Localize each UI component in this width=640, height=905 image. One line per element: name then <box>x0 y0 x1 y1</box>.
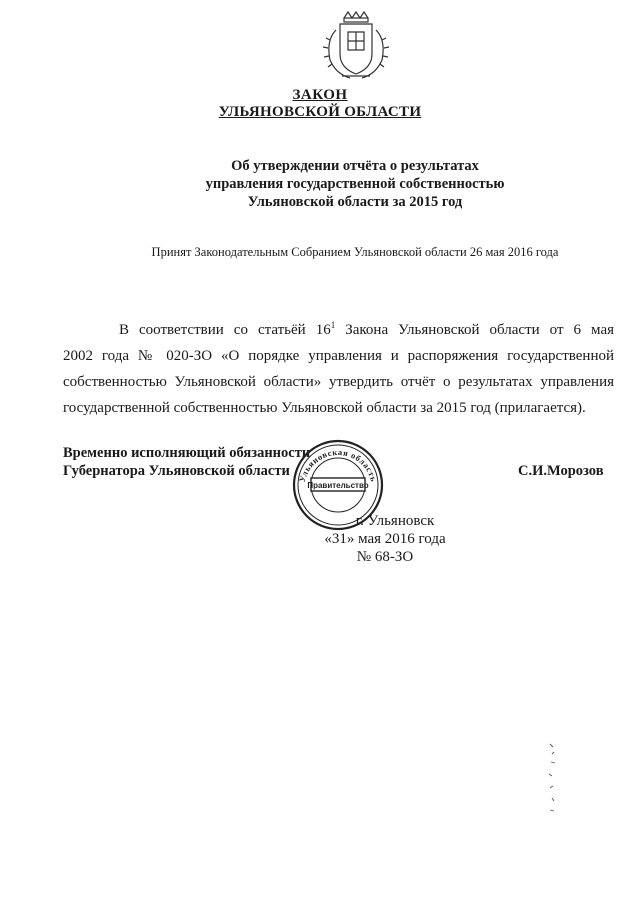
stamp-center-text: Правительство <box>307 481 369 490</box>
margin-mark <box>540 740 570 820</box>
body-text-segment: Закона Ульяновской области от 6 мая <box>335 322 615 338</box>
adoption-note: Принят Законодательным Собранием Ульяновской области 26 мая 2016 года <box>151 245 559 259</box>
place-of-signing: г. Ульяновск <box>355 513 435 529</box>
body-line: собственностью Ульяновской области» утвердить отчёт о результатах управления <box>63 374 614 390</box>
body-line: государственной собственностью Ульяновской области за 2015 год (прилагается). <box>63 400 586 416</box>
subject-line: управления государственной собственностью <box>205 176 505 192</box>
superscript: 1 <box>330 320 336 330</box>
body-line <box>63 322 614 339</box>
signer-title: Временно исполняющий обязанности <box>63 445 311 461</box>
law-title: ЗАКОН <box>292 87 348 103</box>
coat-of-arms-icon <box>314 10 394 82</box>
law-number: № 68-ЗО <box>356 549 414 565</box>
body-text-segment: В соответствии со статьёй 16 <box>119 322 331 338</box>
signer-title: Губернатора Ульяновской области <box>63 463 290 479</box>
subject-line: Ульяновской области за 2015 год <box>247 194 463 210</box>
subject-line: Об утверждении отчёта о результатах <box>231 158 479 174</box>
stamp-arc-text: Ульяновская область <box>296 446 380 484</box>
signer-name: С.И.Морозов <box>518 463 604 479</box>
region-title: УЛЬЯНОВСКОЙ ОБЛАСТИ <box>218 104 422 120</box>
body-line: 2002 года № 020-ЗО «О порядке управления и распоряжения государственной <box>63 348 614 364</box>
law-subject <box>120 157 590 211</box>
signing-date: «31» мая 2016 года <box>324 531 446 547</box>
